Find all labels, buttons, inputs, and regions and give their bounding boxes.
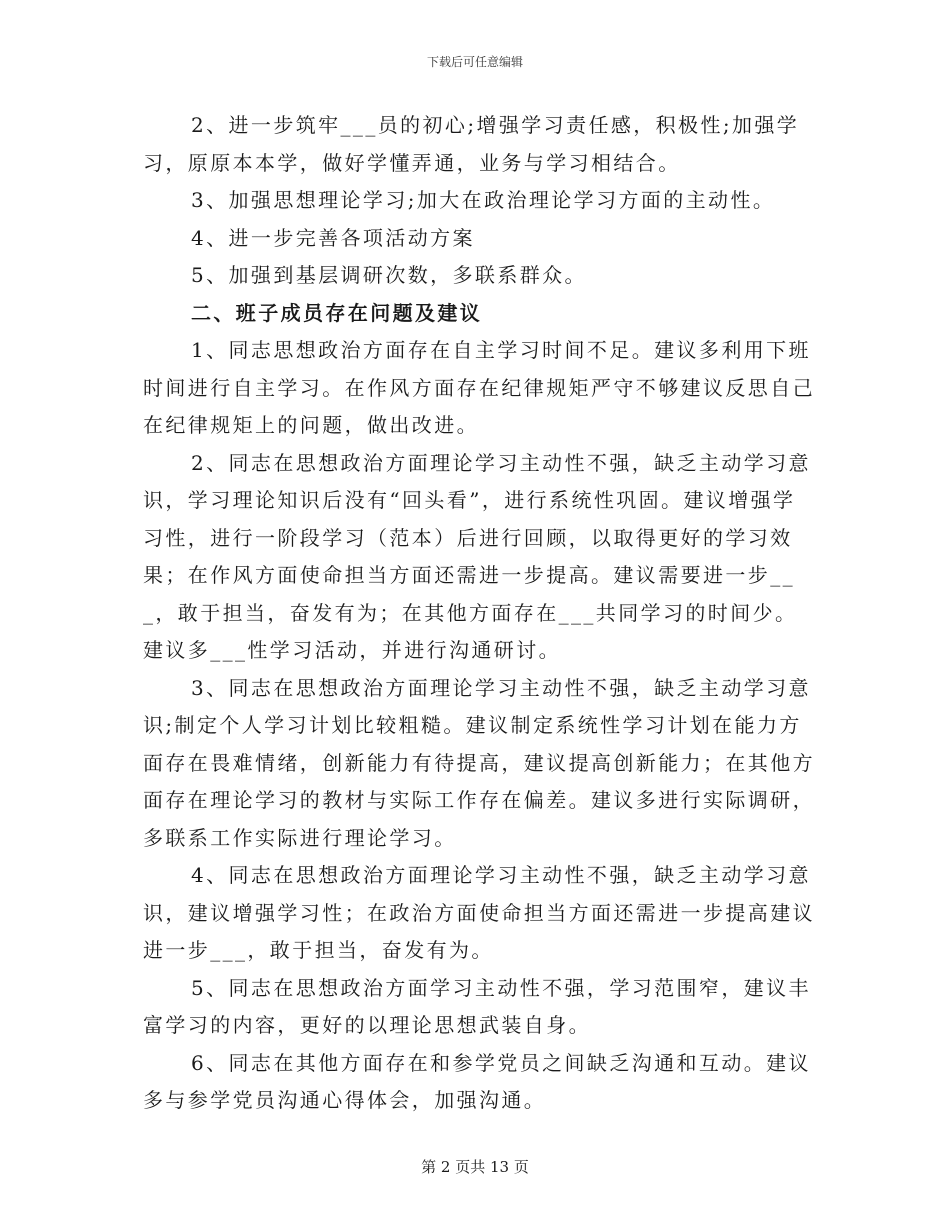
- paragraph-item-5: 5、加强到基层调研次数，多联系群众。: [191, 263, 587, 287]
- page-header-note: 下载后可任意编辑: [426, 55, 523, 69]
- section-heading: 二、班子成员存在问题及建议: [191, 300, 483, 325]
- paragraph-item-2: 2、进一步筑牢___员的初心;增强学习责任感，积极性;加强学习，原原本本学，做好学懂弄通，业务与学习相结合。: [143, 113, 800, 175]
- member-issue-6: 6、同志在其他方面存在和参学党员之间缺乏沟通和互动。建议多与参学党员沟通心得体会，加强沟通。: [143, 1050, 811, 1112]
- member-issue-2: 2、同志在思想政治方面理论学习主动性不强，缺乏主动学习意识，学习理论知识后没有“回头看”，进行系统性巩固。建议增强学习性，进行一阶段学习（范本）后进行回顾，以取得更好的学习效果；在作风方面使命担当方面还需进一步提高。建议需要进一步___，敢于担当，奋发有为；在其他方面存在___共同学习的时间少。建议多___性学习活动，并进行沟通研讨。: [143, 450, 811, 662]
- member-issue-1: 1、同志思想政治方面存在自主学习时间不足。建议多利用下班时间进行自主学习。在作风方面存在纪律规矩严守不够建议反思自己在纪律规矩上的问题，做出改进。: [143, 338, 815, 437]
- member-issue-3: 3、同志在思想政治方面理论学习主动性不强，缺乏主动学习意识;制定个人学习计划比较粗糙。建议制定系统性学习计划在能力方面存在畏难情绪，创新能力有待提高，建议提高创新能力；在其他方面存在理论学习的教材与实际工作存在偏差。建议多进行实际调研，多联系工作实际进行理论学习。: [143, 675, 815, 850]
- member-issue-4: 4、同志在思想政治方面理论学习主动性不强，缺乏主动学习意识，建议增强学习性；在政治方面使命担当方面还需进一步提高建议进一步___，敢于担当，奋发有为。: [143, 863, 815, 962]
- paragraph-item-4: 4、进一步完善各项活动方案: [191, 225, 475, 250]
- page-number-footer: 第 2 页共 13 页: [421, 1158, 529, 1176]
- document-body: [143, 107, 815, 1120]
- paragraph-item-3: 3、加强思想理论学习;加大在政治理论学习方面的主动性。: [191, 188, 776, 212]
- member-issue-5: 5、同志在思想政治方面学习主动性不强，学习范围窄，建议丰富学习的内容，更好的以理论思想武装自身。: [143, 975, 811, 1037]
